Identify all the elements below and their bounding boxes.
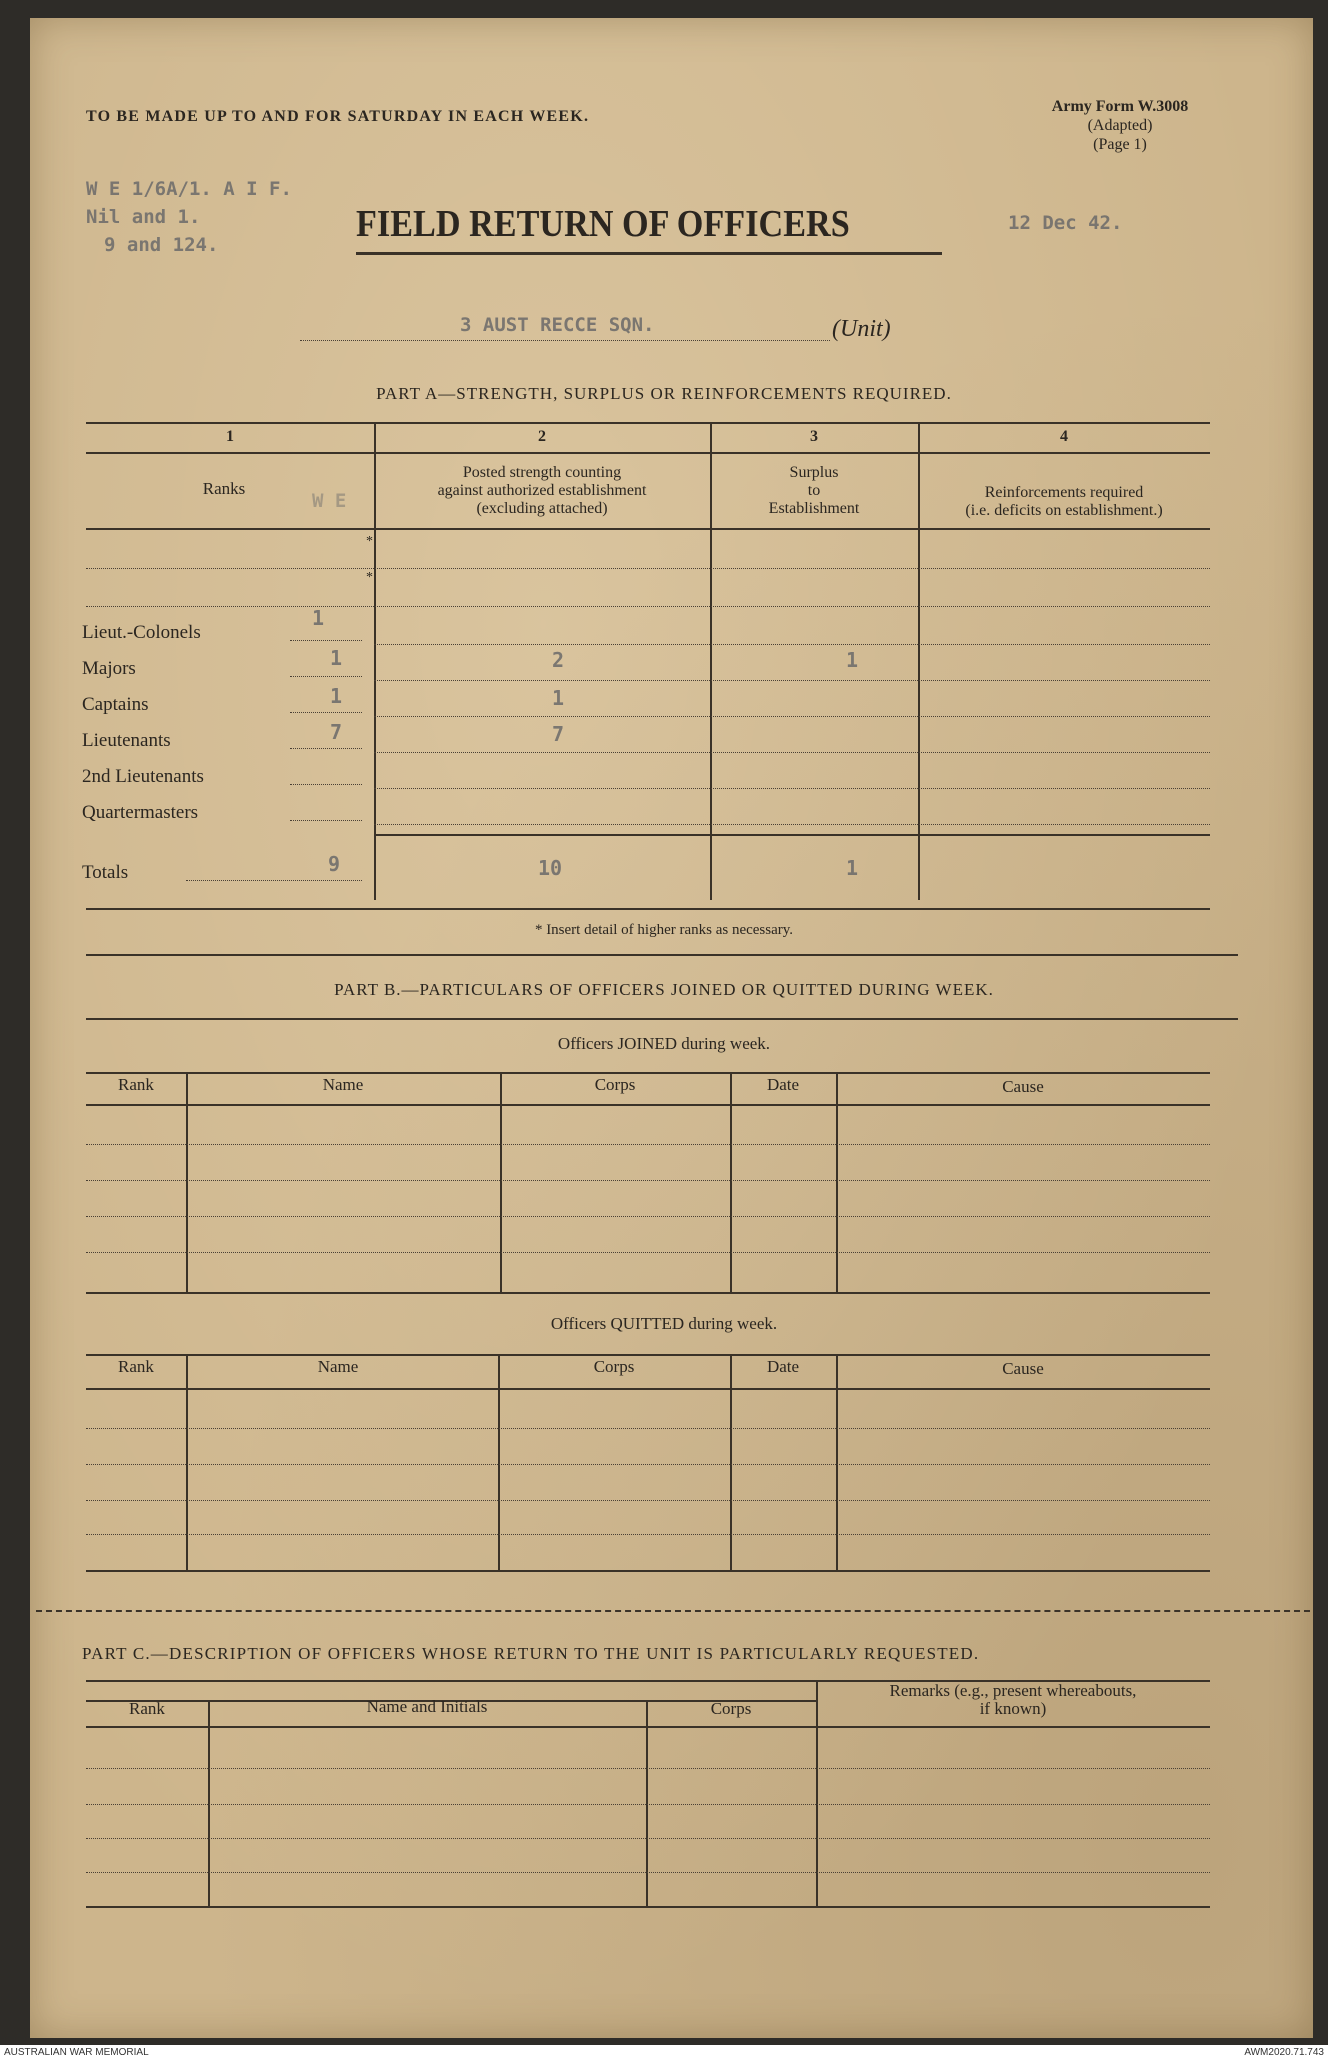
joined-col-corps: Corps	[594, 1075, 636, 1094]
footnote: * Insert detail of higher ranks as necessary.	[534, 922, 794, 938]
col3-header-l2: to	[807, 482, 821, 499]
col2-header-l3: (excluding attached)	[476, 500, 608, 517]
typed-we-value: 1	[312, 606, 325, 630]
part-b-title: PART B.—PARTICULARS OF OFFICERS JOINED OR QUITTED DURING WEEK.	[334, 980, 994, 999]
typed-we-line1: W E 1/6A/1. A I F.	[86, 178, 292, 200]
col3-header-l3: Establishment	[768, 500, 860, 517]
quitted-col-date: Date	[766, 1357, 800, 1376]
form-number: Army Form W.3008	[1051, 98, 1189, 115]
col2-header-l1: Posted strength counting	[462, 464, 622, 481]
typed-posted-value: 2	[552, 648, 565, 672]
form-sheet	[30, 18, 1313, 2038]
col-number-1: 1	[226, 428, 234, 445]
unit-label: (Unit)	[832, 316, 891, 342]
part-a-title: PART A—STRENGTH, SURPLUS OR REINFORCEMENTS REQUIRED.	[376, 384, 952, 403]
quitted-col-rank: Rank	[118, 1357, 154, 1376]
typed-unit: 3 AUST RECCE SQN.	[460, 314, 655, 336]
part-c-col-rank: Rank	[129, 1699, 165, 1718]
typed-we-line3: 9 and 124.	[104, 234, 219, 256]
col-ranks-header: Ranks	[202, 479, 246, 498]
typed-date: 12 Dec 42.	[1008, 212, 1123, 234]
rank-label: Majors	[82, 658, 136, 679]
quitted-title: Officers QUITTED during week.	[550, 1314, 778, 1333]
part-c-col-remarks-l2: if known)	[979, 1699, 1047, 1718]
typed-we-column: W E	[312, 490, 347, 512]
rank-label: 2nd Lieutenants	[82, 766, 204, 787]
part-a-top-rule	[86, 422, 1210, 424]
rank-label: Lieut.-Colonels	[82, 622, 201, 643]
unit-dotted-line	[300, 340, 830, 341]
joined-col-date: Date	[766, 1075, 800, 1094]
typed-we-value: 1	[330, 684, 343, 708]
typed-we-value: 7	[330, 720, 343, 744]
typed-we-value: 1	[330, 646, 343, 670]
archive-name: AUSTRALIAN WAR MEMORIAL	[4, 2047, 149, 2058]
typed-surplus-value: 1	[846, 648, 859, 672]
form-title: FIELD RETURN OF OFFICERS	[356, 203, 850, 245]
part-c-col-name: Name and Initials	[366, 1697, 488, 1716]
part-c-col-remarks-l1: Remarks (e.g., present whereabouts,	[889, 1681, 1137, 1700]
joined-col-rank: Rank	[118, 1075, 154, 1094]
rank-label: Quartermasters	[82, 802, 199, 823]
quitted-col-corps: Corps	[593, 1357, 635, 1376]
quitted-col-cause: Cause	[1002, 1359, 1044, 1378]
col2-header-l2: against authorized establishment	[437, 482, 647, 499]
form-adapted: (Adapted)	[1087, 117, 1153, 134]
title-underline	[356, 252, 942, 255]
typed-posted-value: 1	[552, 686, 565, 710]
rank-label: Lieutenants	[82, 730, 171, 751]
part-c-title: PART C.—DESCRIPTION OF OFFICERS WHOSE RETURN TO THE UNIT IS PARTICULARLY REQUESTED.	[82, 1644, 980, 1663]
col-number-4: 4	[1060, 428, 1068, 445]
typed-we-line2: Nil and 1.	[86, 206, 201, 228]
part-c-col-corps: Corps	[710, 1699, 752, 1718]
col-number-2: 2	[538, 428, 546, 445]
archive-reference: AWM2020.71.743	[1244, 2047, 1324, 2058]
typed-posted-value: 7	[552, 722, 565, 746]
col4-header-l1: Reinforcements required	[984, 484, 1144, 501]
joined-col-name: Name	[322, 1075, 364, 1094]
tear-line	[36, 1610, 1310, 1612]
col4-header-l2: (i.e. deficits on establishment.)	[965, 502, 1163, 519]
joined-col-cause: Cause	[1002, 1077, 1044, 1096]
rank-label: Captains	[82, 694, 149, 715]
col3-header-l1: Surplus	[789, 464, 839, 481]
quitted-col-name: Name	[317, 1357, 359, 1376]
instruction-text: TO BE MADE UP TO AND FOR SATURDAY IN EACH WEEK.	[86, 108, 590, 125]
archive-footer	[0, 2045, 1328, 2061]
total-posted: 10	[538, 856, 563, 880]
totals-label: Totals	[82, 862, 129, 883]
joined-title: Officers JOINED during week.	[557, 1034, 771, 1053]
total-we: 9	[328, 852, 341, 876]
form-page: (Page 1)	[1093, 136, 1147, 153]
total-surplus: 1	[846, 856, 859, 880]
col-number-3: 3	[810, 428, 818, 445]
